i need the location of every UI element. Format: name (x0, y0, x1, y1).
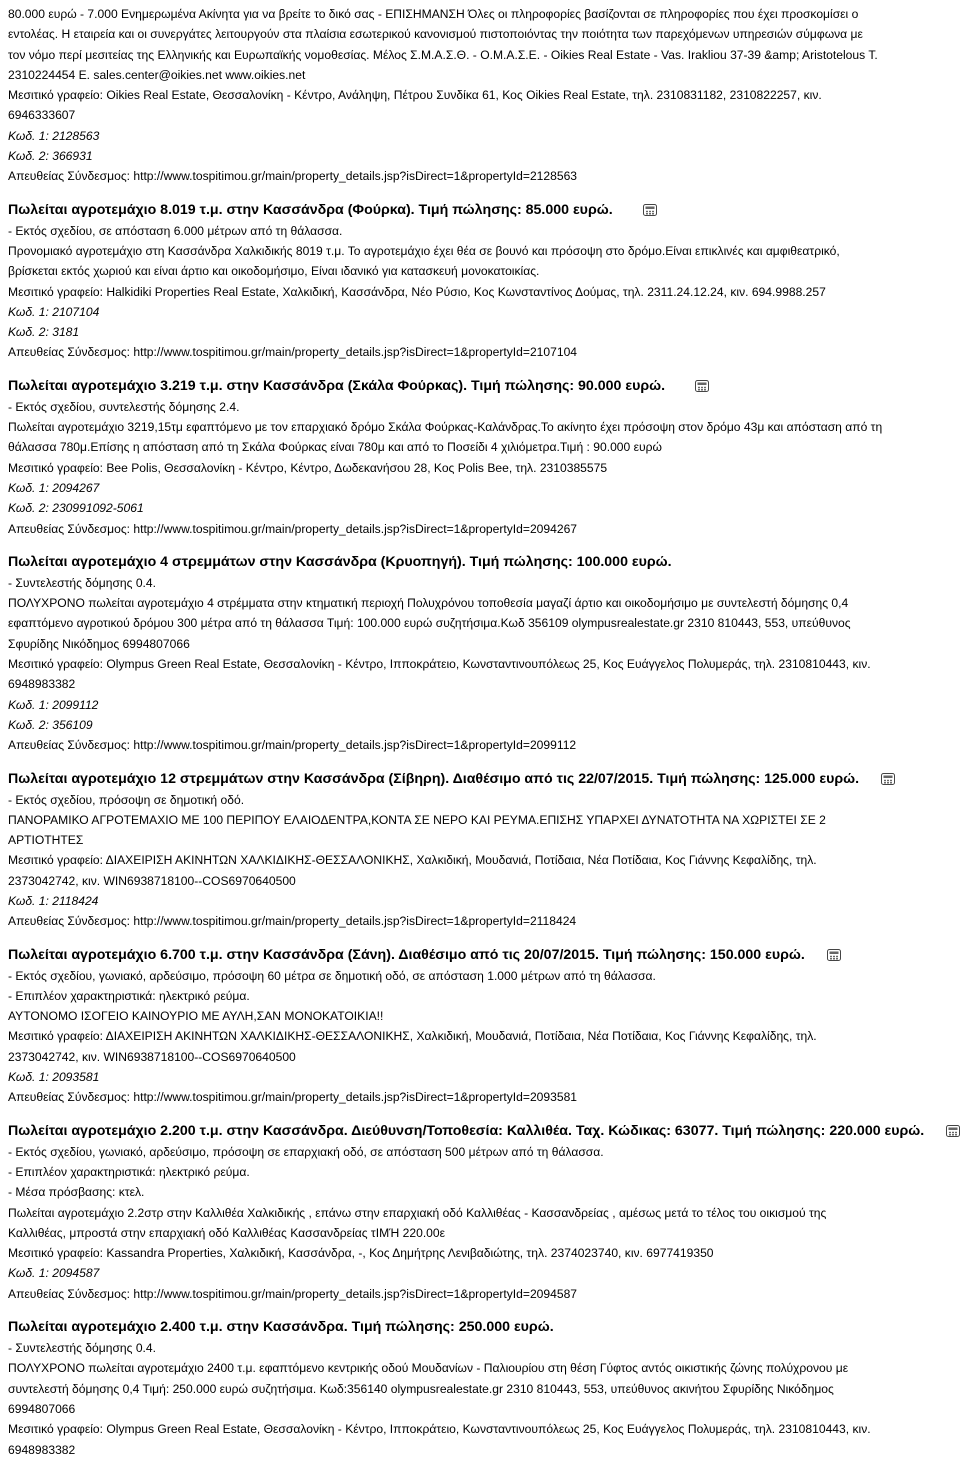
property-code: Κωδ. 1: 2118424 (8, 893, 99, 908)
intro-text-line: τον νόμο περί μεσιτείας της Ελληνικής και Ευρωπαϊκής νομοθεσίας. Μέλος Σ.Μ.Α.Σ.Θ. - Ο.Μ.Α.Σ.Ε. - Oikies Real Estate - Vas. Irakliou 37-39 &amp; Aristotelous T. (8, 47, 878, 62)
listing-text-line: - Εκτός σχεδίου, γωνιακό, αρδεύσιμο, πρόσοψη σε επαρχιακή οδό, σε απόσταση 500 μέτρων από τη θάλασσα. (8, 1144, 604, 1159)
section-gap (8, 1304, 952, 1315)
section-gap (8, 1108, 952, 1119)
direct-link[interactable]: Απευθείας Σύνδεσμος: http://www.tospitimou.gr/main/property_details.jsp?isDirect=1&propertyId=2128563 (8, 169, 578, 184)
intro-text-line: Μεσιτικό γραφείο: Oikies Real Estate, Θεσσαλονίκη - Κέντρο, Ανάληψη, Πέτρου Συνδίκα 61, Κος Oikies Real Estate, τηλ. 2310831182, 2310822257, κιν. (8, 88, 822, 103)
listing-title-text: Πωλείται αγροτεμάχιο 2.200 τ.μ. στην Κασσάνδρα. Διεύθυνση/Τοποθεσία: Καλλιθέα. Ταχ. Κώδικας: 63077. Τιμή πώλησης: 220.000 ευρώ. (8, 1122, 925, 1139)
listing-title (8, 1120, 952, 1142)
listing-title-text: Πωλείται αγροτεμάχιο 8.019 τ.μ. στην Κασσάνδρα (Φούρκα). Τιμή πώλησης: 85.000 ευρώ. (8, 201, 613, 218)
listing-text-line: - Εκτός σχεδίου, σε απόσταση 6.000 μέτρων από τη θάλασσα. (8, 223, 343, 238)
contact-phone-icon[interactable] (946, 1125, 960, 1137)
listing-text-line: - Επιπλέον χαρακτηριστικά: ηλεκτρικό ρεύμα. (8, 988, 250, 1003)
listing-text-line: - Επιπλέον χαρακτηριστικά: ηλεκτρικό ρεύμα. (8, 1164, 250, 1179)
listing-title (8, 199, 952, 221)
listing-text-line: Μεσιτικό γραφείο: Bee Polis, Θεσσαλονίκη - Κέντρο, Κέντρο, Δωδεκανήσου 28, Κος Polis Bee, τηλ. 2310385575 (8, 460, 608, 475)
listing-text-line: Προνομιακό αγροτεμάχιο στη Κασσάνδρα Χαλκιδικής 8019 τ.μ. Το αγροτεμάχιο έχει θέα σε βουνό και πρόσοψη στο δρόμο.Είναι επικλινές και αμφιθεατρικό, (8, 243, 840, 258)
direct-link[interactable]: Απευθείας Σύνδεσμος: http://www.tospitimou.gr/main/property_details.jsp?isDirect=1&propertyId=2093581 (8, 1090, 578, 1105)
property-code-1: Κωδ. 1: 2128563 (8, 128, 100, 143)
direct-link[interactable]: Απευθείας Σύνδεσμος: http://www.tospitimou.gr/main/property_details.jsp?isDirect=1&propertyId=2094267 (8, 521, 578, 536)
contact-phone-icon[interactable] (643, 204, 657, 216)
listing-text-line: 6948983382 (8, 1442, 76, 1457)
property-code: Κωδ. 2: 3181 (8, 325, 80, 340)
property-code: Κωδ. 1: 2099112 (8, 697, 99, 712)
listing-title-text: Πωλείται αγροτεμάχιο 3.219 τ.μ. στην Κασσάνδρα (Σκάλα Φούρκας). Τιμή πώλησης: 90.000 ευρώ. (8, 377, 666, 394)
property-code-2: Κωδ. 2: 366931 (8, 149, 93, 164)
direct-link[interactable]: Απευθείας Σύνδεσμος: http://www.tospitimou.gr/main/property_details.jsp?isDirect=1&propertyId=2118424 (8, 914, 577, 929)
property-code: Κωδ. 1: 2107104 (8, 304, 100, 319)
listing-text-line: ΠΟΛΥΧΡΟΝΟ πωλείται αγροτεμάχιο 2400 τ.μ. εφαπτόμενο κεντρικής οδού Μουδανίων - Παλιουρίου στη θέση Γύφτος αντός οικιστικής ζώνης πολύχρονου με (8, 1361, 849, 1376)
property-code: Κωδ. 2: 230991092-5061 (8, 501, 144, 516)
listing-text-line: θάλασσα 780μ.Επίσης η απόσταση από τη Σκάλα Φούρκας είναι 780μ και από το Ποσείδι 4 χιλιόμετρα.Τιμή : 90.000 ευρώ (8, 440, 662, 455)
listing-text-line: ΑΡΤΙΟΤΗΤΕΣ (8, 833, 84, 848)
intro-text-line: 2310224454 E. sales.center@oikies.net www.oikies.net (8, 67, 306, 82)
section-gap (8, 756, 952, 767)
listings-container (8, 187, 952, 1460)
listing-block (8, 932, 952, 1108)
listing-block (8, 363, 952, 539)
section-gap (8, 539, 952, 550)
contact-phone-icon[interactable] (881, 773, 895, 785)
intro-text-line: 6946333607 (8, 108, 76, 123)
listing-text-line: Μεσιτικό γραφείο: ΔΙΑΧΕΙΡΙΣΗ ΑΚΙΝΗΤΩΝ ΧΑΛΚΙΔΙΚΗΣ-ΘΕΣΣΑΛΟΝΙΚΗΣ, Χαλκιδική, Μουδανιά, Ποτίδαια, Νέα Ποτίδαια, Κος Γιάννης Κεφαλίδης, τηλ. (8, 1029, 817, 1044)
listing-title-text: Πωλείται αγροτεμάχιο 6.700 τ.μ. στην Κασσάνδρα (Σάνη). Διαθέσιμο από τις 20/07/2015. Τιμή πώλησης: 150.000 ευρώ. (8, 946, 805, 963)
property-code: Κωδ. 2: 356109 (8, 717, 93, 732)
listing-text-line: Μεσιτικό γραφείο: Olympus Green Real Estate, Θεσσαλονίκη - Κέντρο, Ιπποκράτειο, Κωνσταντινουπόλεως 25, Κος Ευάγγελος Πολυμεράς, τηλ. 2310810443, κιν. (8, 657, 871, 672)
listing-text-line: βρίσκεται εκτός χωριού και είναι άρτιο και οικοδομήσιμο, Είναι ιδανικό για κατασκευή μονοκατοικίας. (8, 264, 540, 279)
listing-text-line: 6948983382 (8, 677, 76, 692)
intro-block (8, 4, 952, 187)
listing-block (8, 756, 952, 932)
listing-title-text: Πωλείται αγροτεμάχιο 2.400 τ.μ. στην Κασσάνδρα. Τιμή πώλησης: 250.000 ευρώ. (8, 1319, 554, 1336)
section-gap (8, 932, 952, 943)
listing-title (8, 1316, 952, 1338)
listing-text-line: Καλλιθέας, μπροστά στην επαρχιακή οδό Καλλιθέας Κασσανδρείας τΙΜΉ 220.00ε (8, 1225, 446, 1240)
listing-text-line: ΠΑΝΟΡΑΜΙΚΟ ΑΓΡΟΤΕΜΑΧΙΟ ΜΕ 100 ΠΕΡΙΠΟΥ ΕΛΑΙΟΔΕΝΤΡΑ,ΚΟΝΤΑ ΣΕ ΝΕΡΟ ΚΑΙ ΡΕΥΜΑ.ΕΠΙΣΗΣ ΥΠΑΡΧΕΙ ΔΥΝΑΤΟΤΗΤΑ ΝΑ ΧΩΡΙΣΤΕΙ ΣΕ 2 (8, 812, 826, 827)
property-code: Κωδ. 1: 2094267 (8, 480, 100, 495)
listing-title-text: Πωλείται αγροτεμάχιο 4 στρεμμάτων στην Κασσάνδρα (Κρυοπηγή). Τιμή πώλησης: 100.000 ευρώ. (8, 553, 672, 570)
listing-block (8, 187, 952, 363)
contact-phone-icon[interactable] (827, 949, 841, 961)
listing-text-line: 2373042742, κιν. WIN6938718100--COS6970640500 (8, 1049, 296, 1064)
contact-phone-icon[interactable] (695, 380, 709, 392)
listing-title (8, 944, 952, 966)
direct-link[interactable]: Απευθείας Σύνδεσμος: http://www.tospitimou.gr/main/property_details.jsp?isDirect=1&propertyId=2094587 (8, 1286, 578, 1301)
listing-text-line: Πωλείται αγροτεμάχιο 2.2στρ στην Καλλιθέα Χαλκιδικής , επάνω στην επαρχιακή οδό Καλλιθέας - Κασσανδρείας , αμέσως μετά το τέλος του οικισμού της (8, 1205, 827, 1220)
intro-text-line: εντολέας. Η εταιρεία και οι συνεργάτες λειτουργούν στα πλαίσια εσωτερικού κανονισμού πιστοποιόντας την ποιότητα των παρεχόμενων υπηρεσιών σύμφωνα με (8, 27, 863, 42)
listing-text-line: ΑΥΤΟΝΟΜΟ ΙΣΟΓΕΙΟ ΚΑΙΝΟΥΡΙΟ ΜΕ ΑΥΛΗ,ΣΑΝ ΜΟΝΟΚΑΤΟΙΚΙΑ!! (8, 1009, 384, 1024)
listing-text-line: Μεσιτικό γραφείο: Halkidiki Properties Real Estate, Χαλκιδική, Κασσάνδρα, Νέο Ρύσιο, Κος Κωνσταντίνος Δούμας, τηλ. 2311.24.12.24, κιν. 694.9988.257 (8, 284, 826, 299)
intro-text-line: 80.000 ευρώ - 7.000 Ενημερωμένα Ακίνητα για να βρείτε το δικό σας - ΕΠΙΣΗΜΑΝΣΗ Όλες οι πληροφορίες βασίζονται σε πληροφορίες που έχει προσκομίσει ο (8, 7, 859, 21)
section-gap (8, 363, 952, 374)
property-code: Κωδ. 1: 2094587 (8, 1266, 100, 1281)
listing-text-line: - Εκτός σχεδίου, συντελεστής δόμησης 2.4. (8, 399, 240, 414)
direct-link[interactable]: Απευθείας Σύνδεσμος: http://www.tospitimou.gr/main/property_details.jsp?isDirect=1&propertyId=2099112 (8, 738, 577, 753)
listing-text-line: - Εκτός σχεδίου, γωνιακό, αρδεύσιμο, πρόσοψη 60 μέτρα σε δημοτική οδό, σε απόσταση 1.000 μέτρων από τη θάλασσα. (8, 968, 656, 983)
listing-text-line: - Μέσα πρόσβασης: κτελ. (8, 1185, 145, 1200)
listing-title (8, 768, 952, 790)
listing-text-line: 2373042742, κιν. WIN6938718100--COS6970640500 (8, 873, 296, 888)
listing-text-line: - Εκτός σχεδίου, πρόσοψη σε δημοτική οδό. (8, 792, 245, 807)
listing-title-text: Πωλείται αγροτεμάχιο 12 στρεμμάτων στην Κασσάνδρα (Σίβηρη). Διαθέσιμο από τις 22/07/2015. Τιμή πώλησης: 125.000 ευρώ. (8, 770, 860, 787)
listing-text-line: Μεσιτικό γραφείο: Olympus Green Real Estate, Θεσσαλονίκη - Κέντρο, Ιπποκράτειο, Κωνσταντινουπόλεως 25, Κος Ευάγγελος Πολυμεράς, τηλ. 2310810443, κιν. (8, 1422, 871, 1437)
listing-block (8, 539, 952, 756)
listing-text-line: Μεσιτικό γραφείο: ΔΙΑΧΕΙΡΙΣΗ ΑΚΙΝΗΤΩΝ ΧΑΛΚΙΔΙΚΗΣ-ΘΕΣΣΑΛΟΝΙΚΗΣ, Χαλκιδική, Μουδανιά, Ποτίδαια, Νέα Ποτίδαια, Κος Γιάννης Κεφαλίδης, τηλ. (8, 853, 817, 868)
section-gap (8, 187, 952, 198)
direct-link[interactable]: Απευθείας Σύνδεσμος: http://www.tospitimou.gr/main/property_details.jsp?isDirect=1&propertyId=2107104 (8, 345, 578, 360)
listing-text-line: Πωλείται αγροτεμάχιο 3219,15τμ εφαπτόμενο με τον επαρχιακό δρόμο Σκάλα Φούρκας-Καλάνδρας.Το ακίνητο έχει πρόσοψη στον δρόμο 43μ και απόσταση από τη (8, 420, 883, 435)
listing-block (8, 1304, 952, 1460)
listing-text-line: Μεσιτικό γραφείο: Kassandra Properties, Χαλκιδική, Κασσάνδρα, -, Κος Δημήτρης Λενιβαδιώτης, τηλ. 2374023740, κιν. 6977419350 (8, 1246, 714, 1261)
listing-title (8, 375, 952, 397)
property-code: Κωδ. 1: 2093581 (8, 1070, 100, 1085)
listing-text-line: - Συντελεστής δόμησης 0.4. (8, 1341, 156, 1356)
listing-text-line: Σφυρίδης Νικόδημος 6994807066 (8, 636, 190, 651)
listing-text-line: συντελεστή δόμησης 0,4 Τιμή: 250.000 ευρώ συζητήσιμα. Κωδ:356140 olympusrealestate.gr 2310 810443, 553, υπεύθυνος ακινήτου Σφυρίδης Νικόδημος (8, 1381, 834, 1396)
listing-block (8, 1108, 952, 1304)
listing-text-line: 6994807066 (8, 1401, 76, 1416)
listing-text-line: - Συντελεστής δόμησης 0.4. (8, 575, 156, 590)
listing-text-line: εφαπτόμενο αγροτικού δρόμου 300 μέτρα από τη θάλασσα Τιμή: 100.000 ευρώ συζητήσιμα.Κωδ 356109 olympusrealestate.gr 2310 810443, 553, υπεύθυνος (8, 616, 851, 631)
listing-title (8, 551, 952, 573)
listing-text-line: ΠΟΛΥΧΡΟΝΟ πωλείται αγροτεμάχιο 4 στρέμματα στην κτηματική περιοχή Πολυχρόνου τοποθεσία μαγαζί άρτιο και οικοδομήσιμο με συντελεστή δόμησης 0,4 (8, 596, 849, 611)
